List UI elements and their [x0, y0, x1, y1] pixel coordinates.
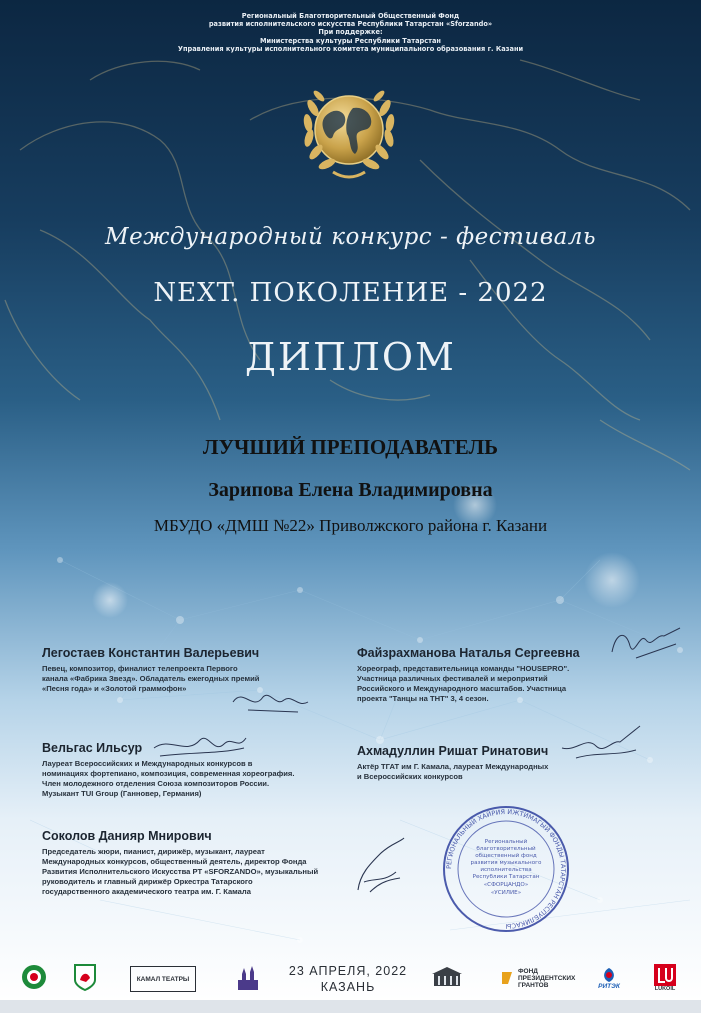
jury-description [357, 664, 580, 704]
jury-name: Ахмадуллин Ришат Ринатович [357, 744, 549, 758]
ritek-icon [599, 967, 619, 983]
kazan-emblem [72, 962, 98, 992]
jury-desc-line: Развития Исполнительского Искусства РТ «SFORZANDO», музыкальный [42, 867, 319, 876]
jury-desc-line: канала «Фабрика Звезд». Обладатель ежегодных премий [42, 674, 260, 683]
recipient-name: Зарипова Елена Владимировна [208, 479, 493, 501]
ritek-label: РИТЭК [598, 982, 620, 990]
jury-desc-line: Член молодежного отделения Союза композиторов России. [42, 779, 270, 788]
jury-desc-line: и Всероссийских конкурсов [357, 772, 463, 781]
jury-name: Файзрахманова Наталья Сергеевна [357, 646, 580, 660]
grants-label: ГРАНТОВ [518, 981, 549, 989]
ritek-logo [592, 962, 626, 994]
official-stamp [441, 804, 571, 934]
jury-desc-line: проекта "Танцы на ТНТ" 3, 4 сезон. [357, 694, 489, 703]
theatre-icon [430, 966, 464, 988]
jury-desc-line: номинациях фортепиано, композиция, современная хореография. [42, 769, 295, 778]
signature [556, 722, 646, 766]
jury-member [357, 646, 580, 704]
nomination: ЛУЧШИЙ ПРЕПОДАВАТЕЛЬ [202, 435, 499, 459]
grants-icon [500, 970, 514, 986]
jury-description [42, 847, 318, 897]
jury-desc-line: Лауреат Всероссийских и Международных конкурсов в [42, 759, 253, 768]
event-date: 23 АПРЕЛЯ, 2022 [288, 964, 408, 978]
jury-desc-line: Российского и Международного масштабов. Участница [357, 684, 567, 693]
signature [150, 726, 250, 766]
stamp-center-line: «СФОРЦАНДО» [483, 882, 529, 888]
lukoil-icon [654, 964, 676, 986]
jury-desc-line: Председатель жюри, пианист, дирижёр, музыкант, лауреат [42, 847, 265, 856]
stamp-center-line: исполнительства [480, 867, 532, 873]
contest-title: Международный конкурс - фестиваль [105, 224, 596, 250]
header-line: Региональный Благотворительный Общественный Фонд [241, 12, 460, 20]
grants-label: ФОНД [518, 967, 538, 975]
event-city: КАЗАНЬ [320, 980, 376, 994]
signature [228, 682, 318, 718]
grants-logo [500, 964, 590, 992]
stamp-center-line: Региональный [484, 839, 528, 845]
jury-name: Соколов Данияр Мнирович [42, 829, 212, 843]
header-line: Министерства культуры Республики Татарстан [260, 36, 441, 45]
jury-desc-line: Хореограф, представительница команды "HOUSEPRO". [357, 664, 570, 673]
jury-desc-line: Певец, композитор, финалист телепроекта Первого [42, 664, 238, 673]
stamp-center-line: благотворительный [476, 846, 536, 852]
stamp-outer-text: РЕГИОНАЛЬНЫЙ ХАЙРИЯ ИЖТИМАГЫЙ ФОНДЫ ТАТАРСТАН РЕСПУБЛИКАСЫ [444, 807, 568, 931]
lukoil-logo [650, 962, 680, 994]
jury-desc-line: Участница различных фестивалей и мероприятий [357, 674, 548, 683]
page-bottom-edge [0, 1000, 701, 1013]
organizers-header [0, 12, 701, 53]
jury-member [42, 829, 318, 897]
header-line: развития исполнительского искусства Республики Татарстан «Sforzando» [208, 20, 493, 29]
stamp-center-line: «УСИЛИЕ» [490, 890, 522, 896]
kremlin-icon [234, 962, 262, 992]
stamp-center-line: Республики Татарстан [472, 874, 540, 880]
jury-desc-line: государственного академического театра им. Г. Камала [42, 887, 251, 896]
diploma-title: ДИПЛОМ [245, 335, 456, 379]
grants-label: ПРЕЗИДЕНТСКИХ [518, 974, 576, 982]
signature [606, 622, 686, 666]
signature [350, 834, 410, 898]
jury-name: Легостаев Константин Валерьевич [42, 646, 260, 660]
jury-member [357, 744, 548, 782]
jury-desc-line: Международных конкурсов, общественный деятель, директор Фонда [42, 857, 307, 866]
jury-desc-line: руководитель и главный дирижёр Оркестра Татарского [42, 877, 253, 886]
jury-desc-line: «Песня года» и «Золотой граммофон» [42, 684, 187, 693]
jury-description [42, 664, 259, 694]
globe-laurel-emblem [283, 78, 415, 190]
header-line: При поддержке: [318, 28, 383, 37]
tatarstan-emblem [20, 963, 48, 991]
jury-description [357, 762, 548, 782]
stamp-center-line: общественный фонд [475, 853, 537, 859]
jury-desc-line: Актёр ТГАТ им Г. Камала, лауреат Международных [357, 762, 549, 771]
header-line: Управления культуры исполнительного комитета муниципального образования г. Казани [177, 44, 524, 53]
kamal-theatre-label: КАМАЛ ТЕАТРЫ [136, 975, 190, 983]
jury-name: Вельгас Ильсур [42, 741, 143, 755]
jury-member [42, 646, 259, 694]
edition-title: NEXT. ПОКОЛЕНИЕ - 2022 [153, 278, 548, 308]
stamp-center-line: развития музыкального [470, 860, 542, 866]
event-date-city [282, 963, 414, 995]
kamal-theatre-logo [130, 966, 196, 992]
institution: МБУДО «ДМШ №22» Приволжского района г. Казани [153, 516, 548, 535]
jury-desc-line: Музыкант TUI Group (Ганновер, Германия) [42, 789, 202, 798]
lukoil-label: LUKOIL [654, 985, 676, 992]
